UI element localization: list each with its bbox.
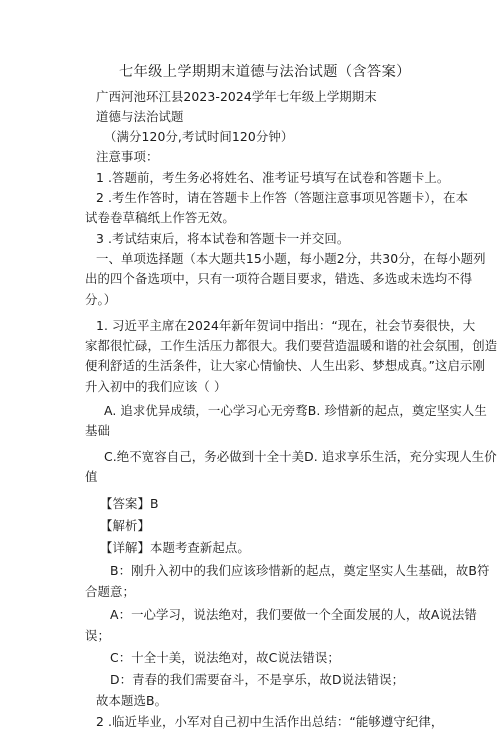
section-heading-cont-2: 分。） <box>85 292 117 307</box>
question-1-stem-2: 家都很忙碌，工作生活压力都很大。我们要营造温暖和谐的社会氛围，创造 <box>85 338 498 353</box>
notice-heading: 注意事项： <box>96 149 159 164</box>
analysis-heading: 【解析】 <box>100 518 150 533</box>
exam-source-line: 广西河池环江县2023-2024学年七年级上学期期末 <box>96 89 377 104</box>
notice-item-2: 2 .考生作答时，请在答题卡上作答（答题注意事项见答题卡），在本 <box>96 190 469 205</box>
document-title: 七年级上学期期末道德与法治试题（含答案） <box>119 64 411 80</box>
exam-subject-line: 道德与法治试题 <box>96 109 184 124</box>
section-heading: 一、单项选择题（本大题共15小题，每小题2分，共30分，在每小题列 <box>96 251 486 266</box>
question-1-stem-4: 升入初中的我们应该（ ） <box>85 379 227 394</box>
conclusion-line: 故本题选B。 <box>96 693 168 708</box>
question-1-stem: 1. 习近平主席在2024年新年贺词中指出：“现在，社会节奏很快，大 <box>96 318 476 333</box>
notice-item-2-cont: 试卷卷草稿纸上作答无效。 <box>85 210 235 225</box>
question-1-options-ab: A. 追求优异成绩，一心学习心无旁骛B. 珍惜新的起点，奠定坚实人生 <box>104 403 487 418</box>
question-1-options-cd-cont: 值 <box>85 469 98 484</box>
explanation-b-cont: 合题意； <box>85 584 135 599</box>
section-heading-cont-1: 出的四个备选项中，只有一项符合题目要求，错选、多选或未选均不得 <box>85 271 473 286</box>
question-1-options-ab-cont: 基础 <box>85 423 110 438</box>
question-1-stem-3: 便利舒适的生活条件，让大家心情愉快、人生出彩、梦想成真。”这启示刚 <box>85 358 486 373</box>
explanation-b: B：刚升入初中的我们应该珍惜新的起点，奠定坚实人生基础，故B符 <box>110 563 490 578</box>
detail-line: 【详解】本题考查新起点。 <box>100 540 250 555</box>
explanation-d: D：青春的我们需要奋斗，不是享乐，故D说法错误； <box>110 672 405 687</box>
explanation-c: C：十全十美，说法绝对，故C说法错误； <box>110 650 340 665</box>
question-1-options-cd: C.绝不宽容自己，务必做到十全十美D. 追求享乐生活，充分实现人生价 <box>104 449 497 464</box>
notice-item-1: 1 .答题前，考生务必将姓名、准考证号填写在试卷和答题卡上。 <box>96 170 450 185</box>
notice-item-3: 3 .考试结束后，将本试卷和答题卡一并交回。 <box>96 231 350 246</box>
answer-line: 【答案】B <box>100 496 159 511</box>
explanation-a: A：一心学习，说法绝对，我们要做一个全面发展的人，故A说法错 <box>110 607 477 622</box>
explanation-a-cont: 误； <box>85 628 110 643</box>
question-2-stem: 2 .临近毕业，小军对自己初中生活作出总结：“能够遵守纪律， <box>96 714 444 729</box>
exam-score-time-line: （满分120分,考试时间120分钟） <box>104 129 294 144</box>
